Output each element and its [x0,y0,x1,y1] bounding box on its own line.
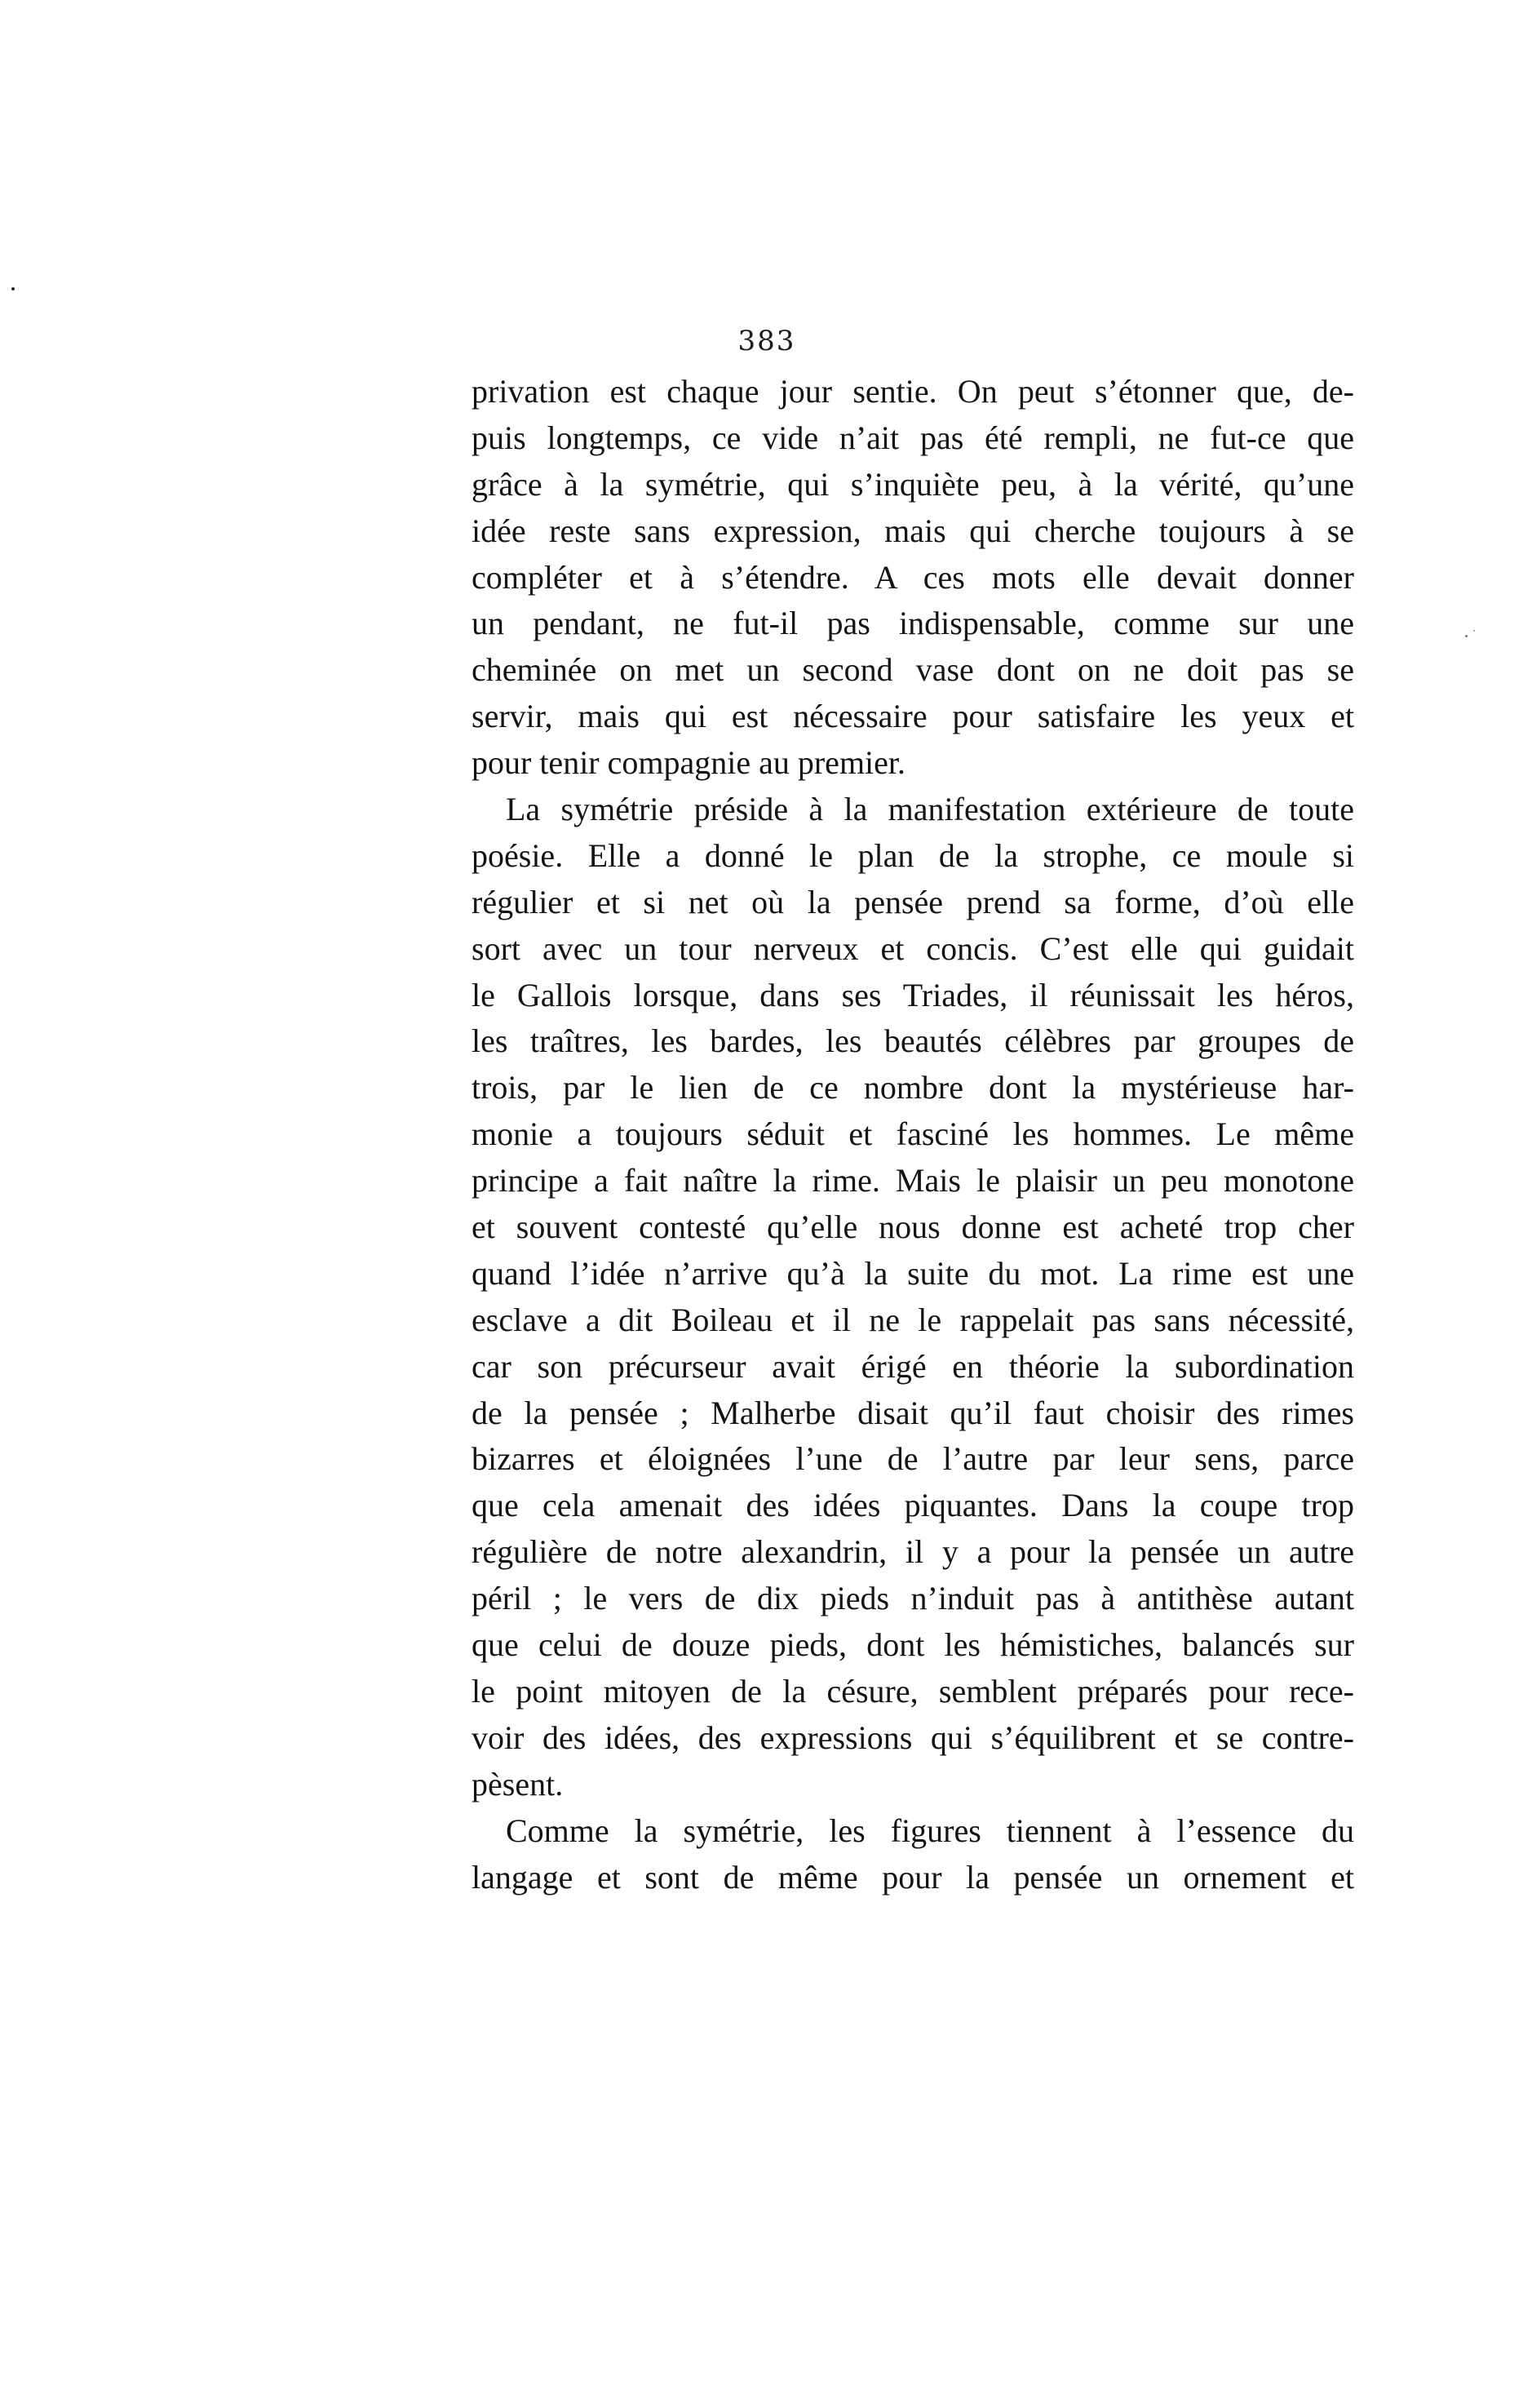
scan-speck [1465,635,1468,637]
text-line: le point mitoyen de la césure, semblent préparés pour rece- [472,1672,1354,1710]
paragraph-first-line: La symétrie préside à la manifestation extérieure de toute [506,791,1354,828]
text-line: car son précurseur avait érigé en théorie la subordination [472,1347,1354,1385]
text-line: un pendant, ne fut-il pas indispensable, comme sur une [472,605,1354,642]
text-line: trois, par le lien de ce nombre dont la mystérieuse har- [472,1069,1354,1106]
page-number: 383 [737,325,796,357]
text-line: servir, mais qui est nécessaire pour satisfaire les yeux et [472,698,1354,735]
text-line: que cela amenait des idées piquantes. Dans la coupe trop [472,1487,1354,1524]
text-line: voir des idées, des expressions qui s’équilibrent et se contre- [472,1718,1354,1756]
text-line: principe a fait naître la rime. Mais le plaisir un peu monotone [472,1162,1354,1200]
text-line: de la pensée ; Malherbe disait qu’il faut choisir des rimes [472,1394,1354,1431]
text-line: les traîtres, les bardes, les beautés célèbres par groupes de [472,1022,1354,1060]
text-line: idée reste sans expression, mais qui cherche toujours à se [472,512,1354,549]
text-line: poésie. Elle a donné le plan de la strophe, ce moule si [472,836,1354,874]
text-line: puis longtemps, ce vide n’ait pas été rempli, ne fut-ce que [472,419,1354,456]
text-line: que celui de douze pieds, dont les hémistiches, balancés sur [472,1626,1354,1664]
text-line: compléter et à s’étendre. A ces mots elle devait donner [472,558,1354,596]
text-line: cheminée on met un second vase dont on ne doit pas se [472,651,1354,689]
text-line: sort avec un tour nerveux et concis. C’est elle qui guidait [472,929,1354,967]
text-line: bizarres et éloignées l’une de l’autre par leur sens, parce [472,1440,1354,1478]
text-line: régulière de notre alexandrin, il y a pour la pensée un autre [472,1533,1354,1571]
scan-speck [1473,630,1475,632]
scan-speck [11,287,15,290]
text-line: quand l’idée n’arrive qu’à la suite du mot. La rime est une [472,1254,1354,1292]
text-line: pour tenir compagnie au premier. [472,744,906,782]
text-line: grâce à la symétrie, qui s’inquiète peu, à la vérité, qu’une [472,465,1354,503]
text-line: esclave a dit Boileau et il ne le rappelait pas sans nécessité, [472,1301,1354,1338]
text-line: régulier et si net où la pensée prend sa forme, d’où elle [472,883,1354,920]
text-line: et souvent contesté qu’elle nous donne est acheté trop cher [472,1208,1354,1246]
text-line: privation est chaque jour sentie. On peut s’étonner que, de- [472,373,1354,410]
text-line: monie a toujours séduit et fasciné les hommes. Le même [472,1115,1354,1153]
paragraph-first-line: Comme la symétrie, les figures tiennent à l’essence du [506,1812,1354,1849]
text-line: pèsent. [472,1765,564,1803]
text-line: péril ; le vers de dix pieds n’induit pas à antithèse autant [472,1580,1354,1617]
text-line: langage et sont de même pour la pensée un ornement et [472,1858,1354,1896]
body-text [472,369,1354,1900]
text-line: le Gallois lorsque, dans ses Triades, il réunissait les héros, [472,976,1354,1013]
